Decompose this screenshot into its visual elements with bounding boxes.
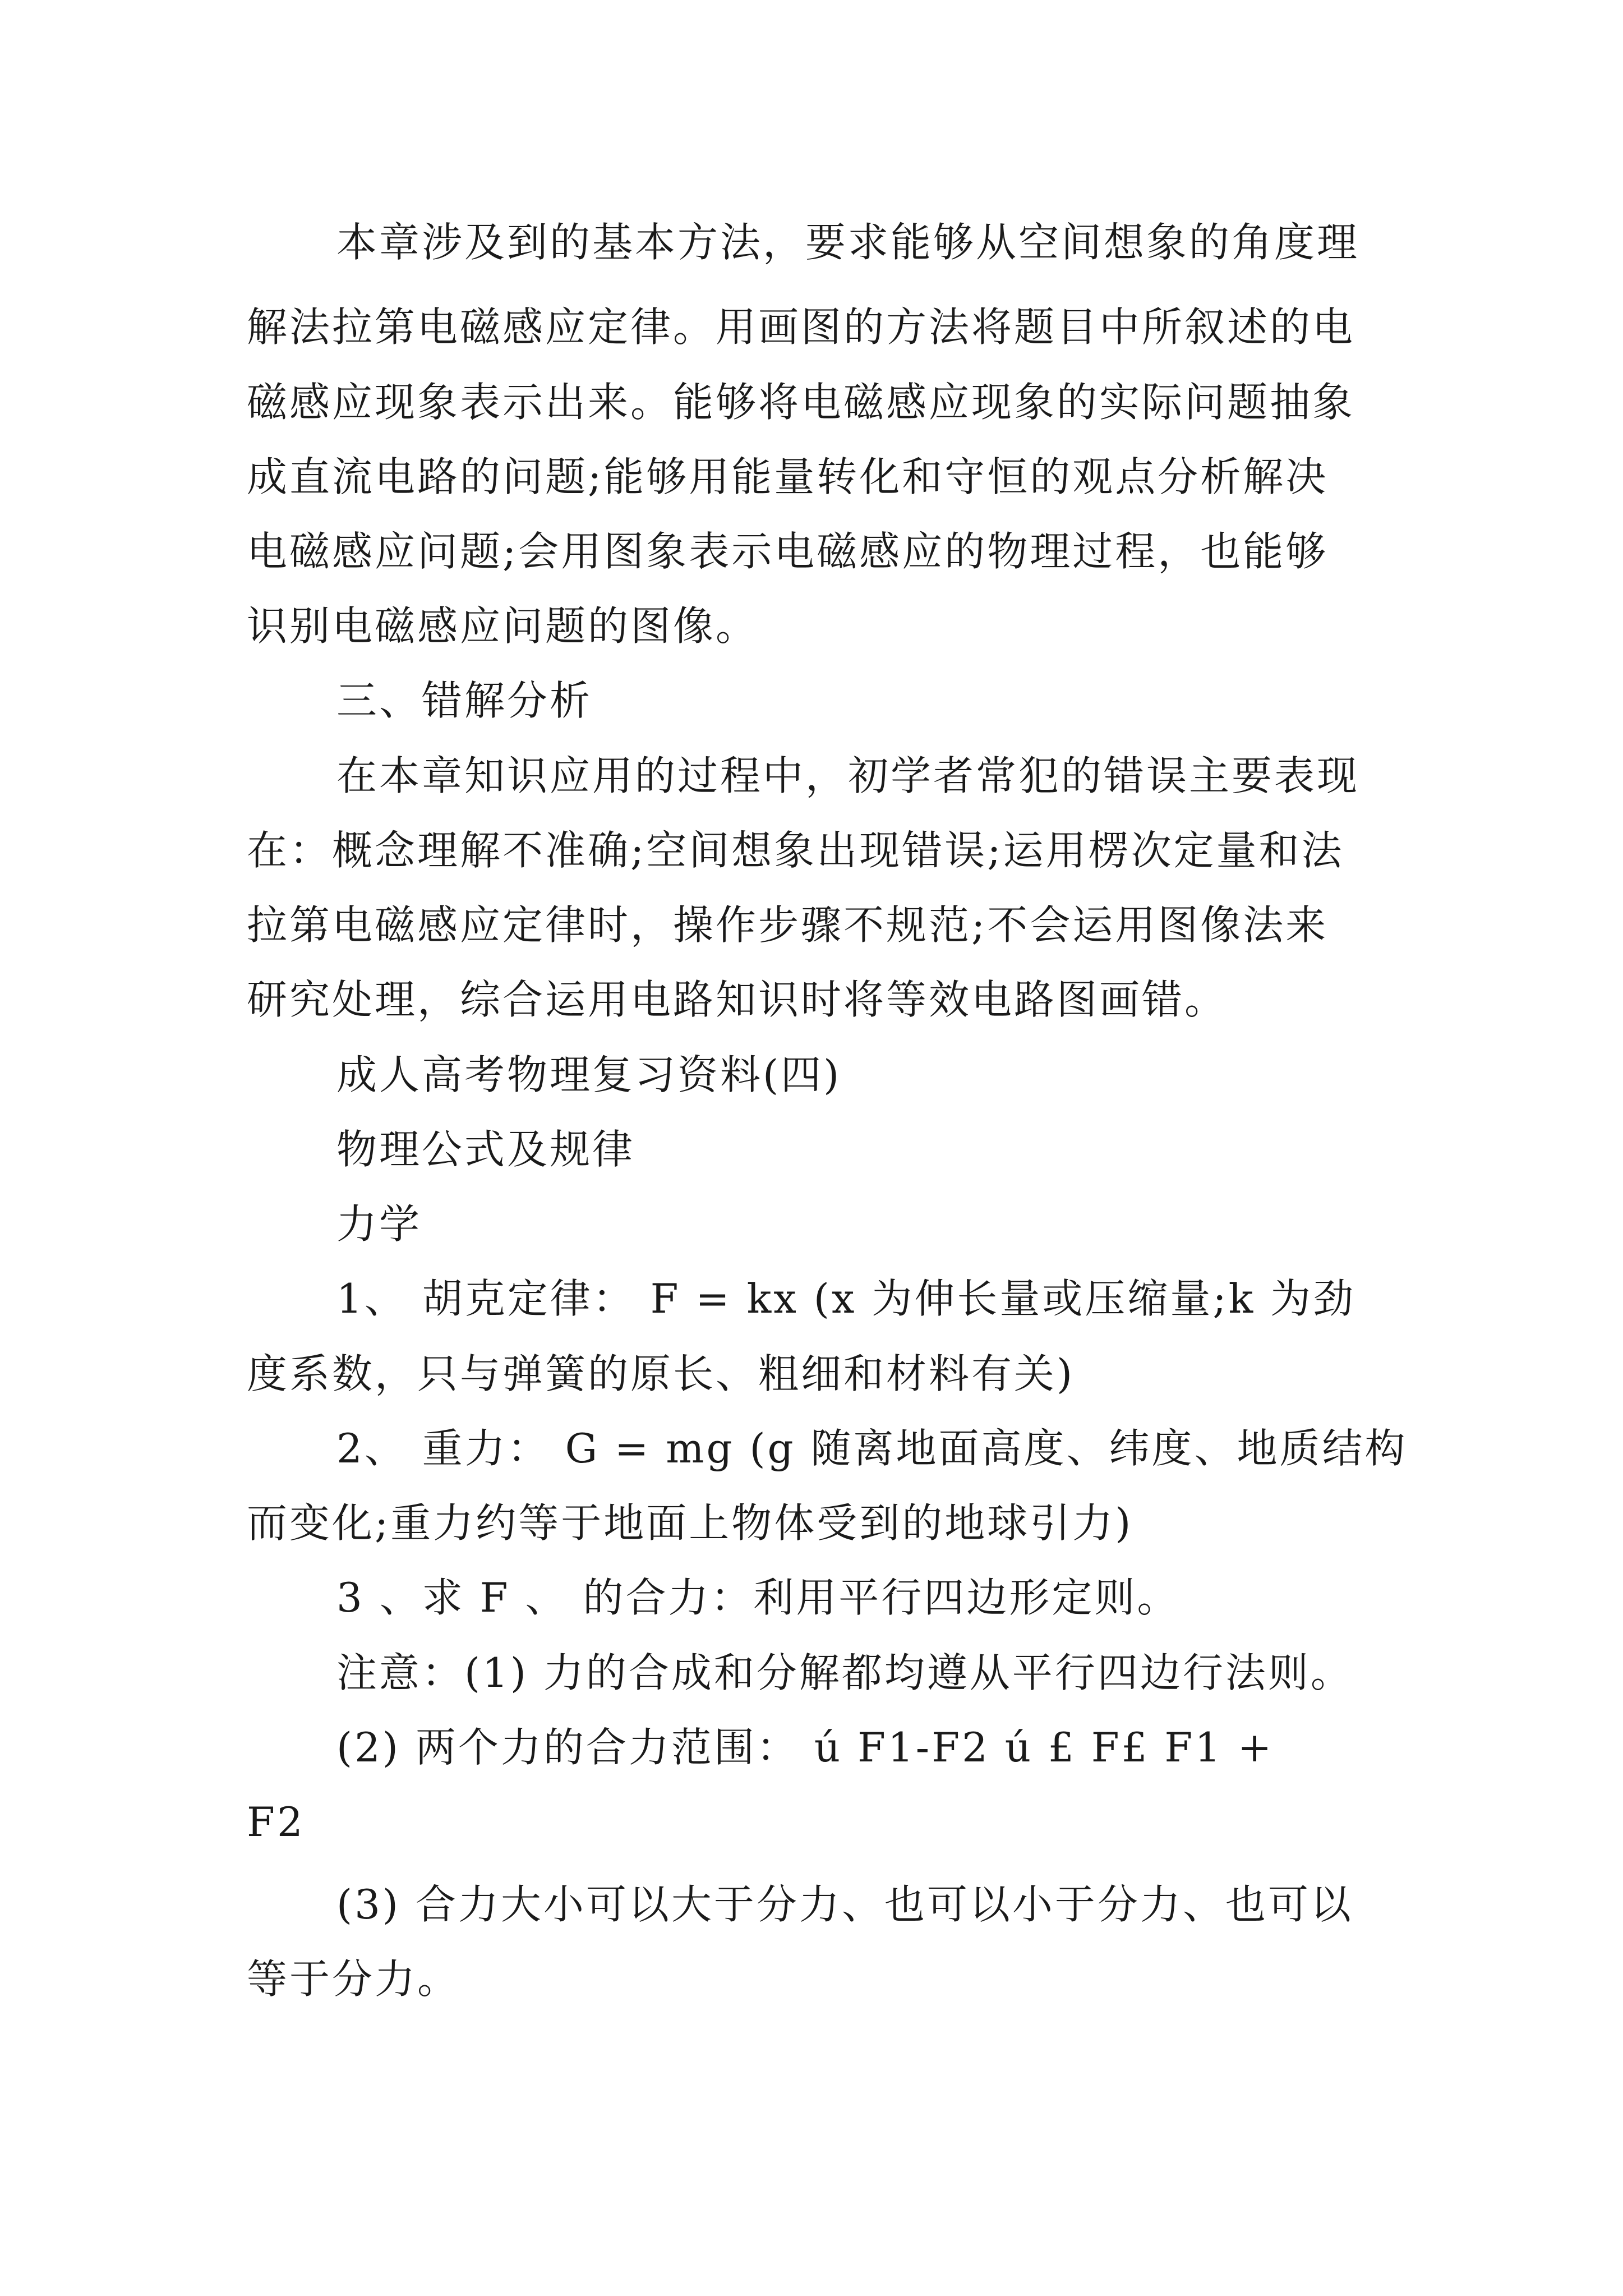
paragraph-line: (2) 两个力的合力范围： ú F1-F2 ú £ F£ F1 +: [336, 1724, 1274, 1771]
paragraph-line: 本章涉及到的基本方法，要求能够从空间想象的角度理: [336, 219, 1360, 266]
paragraph-line: 注意：(1) 力的合成和分解都均遵从平行四边行法则。: [336, 1649, 1353, 1696]
paragraph-line: 2、 重力： G = mg (g 随离地面高度、纬度、地质结构: [336, 1425, 1408, 1472]
section-heading: 三、错解分析: [336, 677, 593, 724]
paragraph-line: F2: [247, 1798, 305, 1846]
paragraph-line: (3) 合力大小可以大于分力、也可以小于分力、也可以: [336, 1881, 1353, 1928]
paragraph-line: 3 、求 F 、 的合力：利用平行四边形定则。: [336, 1574, 1180, 1621]
paragraph-line: 研究处理，综合运用电路知识时将等效电路图画错。: [247, 976, 1228, 1023]
paragraph-line: 在：概念理解不准确;空间想象出现错误;运用楞次定量和法: [247, 827, 1344, 874]
paragraph-line: 而变化;重力约等于地面上物体受到的地球引力): [247, 1499, 1133, 1547]
section-heading: 成人高考物理复习资料(四): [336, 1051, 842, 1098]
paragraph-line: 等于分力。: [247, 1955, 460, 2003]
paragraph-line: 拉第电磁感应定律时，操作步骤不规范;不会运用图像法来: [247, 901, 1329, 949]
paragraph-line: 度系数，只与弹簧的原长、粗细和材料有关): [247, 1350, 1075, 1397]
paragraph-line: 在本章知识应用的过程中，初学者常犯的错误主要表现: [336, 752, 1360, 799]
paragraph-line: 解法拉第电磁感应定律。用画图的方法将题目中所叙述的电: [247, 303, 1355, 351]
section-heading: 物理公式及规律: [336, 1126, 635, 1173]
paragraph-line: 识别电磁感应问题的图像。: [247, 602, 759, 650]
paragraph-line: 磁感应现象表示出来。能够将电磁感应现象的实际问题抽象: [247, 379, 1355, 426]
paragraph-line: 成直流电路的问题;能够用能量转化和守恒的观点分析解决: [247, 453, 1329, 500]
section-heading: 力学: [336, 1200, 422, 1248]
paragraph-line: 1、 胡克定律： F = kx (x 为伸长量或压缩量;k 为劲: [336, 1275, 1356, 1322]
paragraph-line: 电磁感应问题;会用图象表示电磁感应的物理过程，也能够: [247, 528, 1329, 575]
